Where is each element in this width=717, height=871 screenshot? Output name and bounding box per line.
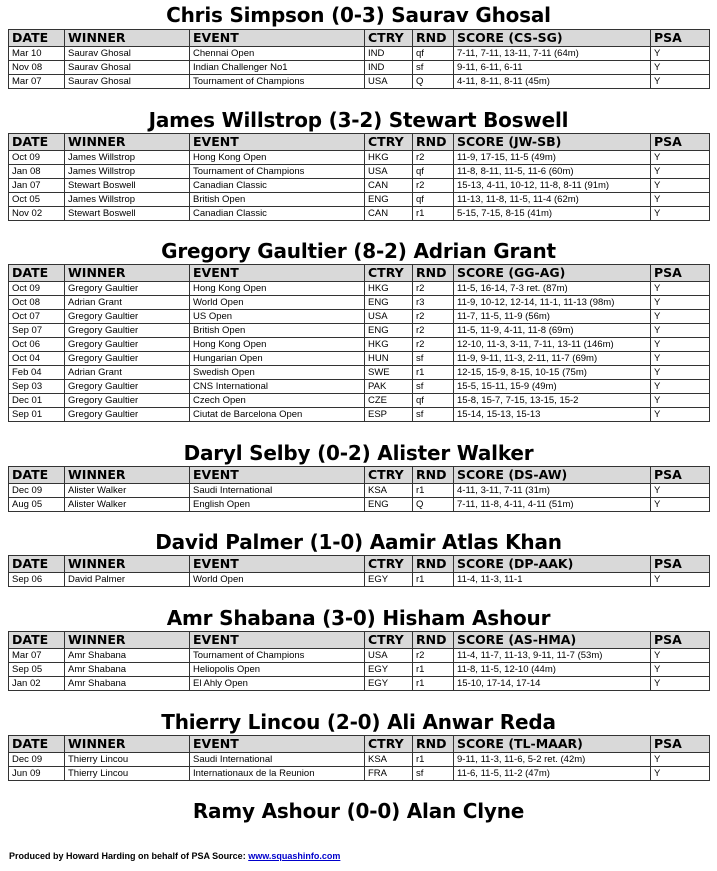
table-row — [9, 753, 710, 767]
cell-rnd: r2 — [413, 310, 454, 324]
cell-rnd: qf — [413, 165, 454, 179]
cell-score: 11-9, 10-12, 12-14, 11-1, 11-13 (98m) — [454, 296, 651, 310]
cell-winner: James Willstrop — [65, 151, 190, 165]
cell-ctry: USA — [365, 649, 413, 663]
cell-ctry: HKG — [365, 151, 413, 165]
cell-psa: Y — [651, 767, 710, 781]
column-header-winner: WINNER — [65, 265, 190, 282]
cell-ctry: KSA — [365, 484, 413, 498]
cell-ctry: USA — [365, 75, 413, 89]
cell-score: 4-11, 8-11, 8-11 (45m) — [454, 75, 651, 89]
table-row — [9, 324, 710, 338]
cell-winner: Stewart Boswell — [65, 207, 190, 221]
cell-winner: Adrian Grant — [65, 366, 190, 380]
cell-date: Dec 09 — [9, 484, 65, 498]
column-header-winner: WINNER — [65, 556, 190, 573]
cell-date: Sep 05 — [9, 663, 65, 677]
cell-score: 7-11, 7-11, 13-11, 7-11 (64m) — [454, 47, 651, 61]
cell-psa: Y — [651, 61, 710, 75]
cell-rnd: qf — [413, 193, 454, 207]
matchup-table — [8, 264, 710, 422]
cell-rnd: sf — [413, 767, 454, 781]
cell-rnd: r2 — [413, 282, 454, 296]
column-header-date: DATE — [9, 736, 65, 753]
header-row — [9, 265, 710, 282]
cell-date: Jan 02 — [9, 677, 65, 691]
cell-ctry: SWE — [365, 366, 413, 380]
cell-rnd: r1 — [413, 677, 454, 691]
column-header-winner: WINNER — [65, 134, 190, 151]
column-header-ctry: CTRY — [365, 30, 413, 47]
cell-score: 15-5, 15-11, 15-9 (49m) — [454, 380, 651, 394]
cell-psa: Y — [651, 296, 710, 310]
column-header-score: SCORE (DS-AW) — [454, 467, 651, 484]
column-header-ctry: CTRY — [365, 632, 413, 649]
cell-psa: Y — [651, 338, 710, 352]
column-header-rnd: RND — [413, 30, 454, 47]
cell-rnd: sf — [413, 352, 454, 366]
column-header-winner: WINNER — [65, 736, 190, 753]
cell-psa: Y — [651, 753, 710, 767]
column-header-score: SCORE (JW-SB) — [454, 134, 651, 151]
column-header-event: EVENT — [190, 736, 365, 753]
matchup-title: Chris Simpson (0-3) Saurav Ghosal — [166, 3, 551, 27]
column-header-date: DATE — [9, 556, 65, 573]
matchup-table — [8, 29, 710, 89]
column-header-rnd: RND — [413, 736, 454, 753]
cell-rnd: r1 — [413, 207, 454, 221]
cell-psa: Y — [651, 677, 710, 691]
column-header-score: SCORE (CS-SG) — [454, 30, 651, 47]
cell-rnd: r2 — [413, 338, 454, 352]
cell-date: Sep 01 — [9, 408, 65, 422]
cell-event: Internationaux de la Reunion — [190, 767, 365, 781]
cell-ctry: ENG — [365, 324, 413, 338]
table-row — [9, 151, 710, 165]
cell-ctry: FRA — [365, 767, 413, 781]
cell-score: 11-13, 11-8, 11-5, 11-4 (62m) — [454, 193, 651, 207]
cell-psa: Y — [651, 151, 710, 165]
cell-psa: Y — [651, 165, 710, 179]
cell-event: Saudi International — [190, 484, 365, 498]
table-row — [9, 663, 710, 677]
cell-winner: Gregory Gaultier — [65, 282, 190, 296]
column-header-event: EVENT — [190, 632, 365, 649]
cell-event: Czech Open — [190, 394, 365, 408]
cell-score: 11-4, 11-7, 11-13, 9-11, 11-7 (53m) — [454, 649, 651, 663]
cell-date: Nov 02 — [9, 207, 65, 221]
cell-event: Swedish Open — [190, 366, 365, 380]
cell-date: Sep 06 — [9, 573, 65, 587]
cell-psa: Y — [651, 352, 710, 366]
cell-event: Tournament of Champions — [190, 165, 365, 179]
column-header-winner: WINNER — [65, 30, 190, 47]
column-header-score: SCORE (GG-AG) — [454, 265, 651, 282]
matchup-table — [8, 735, 710, 781]
cell-ctry: IND — [365, 47, 413, 61]
cell-ctry: CAN — [365, 207, 413, 221]
column-header-psa: PSA — [651, 632, 710, 649]
cell-score: 5-15, 7-15, 8-15 (41m) — [454, 207, 651, 221]
header-row — [9, 556, 710, 573]
cell-event: World Open — [190, 296, 365, 310]
cell-event: Hong Kong Open — [190, 338, 365, 352]
column-header-event: EVENT — [190, 30, 365, 47]
table-row — [9, 179, 710, 193]
cell-score: 11-6, 11-5, 11-2 (47m) — [454, 767, 651, 781]
cell-date: Mar 10 — [9, 47, 65, 61]
matchup-table — [8, 631, 710, 691]
cell-event: British Open — [190, 193, 365, 207]
cell-winner: Saurav Ghosal — [65, 75, 190, 89]
cell-ctry: ENG — [365, 498, 413, 512]
column-header-date: DATE — [9, 134, 65, 151]
cell-date: Jan 07 — [9, 179, 65, 193]
cell-score: 15-14, 15-13, 15-13 — [454, 408, 651, 422]
source-link[interactable]: www.squashinfo.com — [248, 851, 341, 861]
cell-event: Hong Kong Open — [190, 282, 365, 296]
column-header-ctry: CTRY — [365, 556, 413, 573]
matchup-title: James Willstrop (3-2) Stewart Boswell — [148, 108, 569, 132]
cell-event: Canadian Classic — [190, 179, 365, 193]
header-row — [9, 30, 710, 47]
cell-winner: Alister Walker — [65, 498, 190, 512]
cell-score: 15-8, 15-7, 7-15, 13-15, 15-2 — [454, 394, 651, 408]
cell-event: Heliopolis Open — [190, 663, 365, 677]
cell-rnd: r1 — [413, 484, 454, 498]
cell-psa: Y — [651, 179, 710, 193]
column-header-rnd: RND — [413, 134, 454, 151]
column-header-rnd: RND — [413, 556, 454, 573]
cell-rnd: r2 — [413, 179, 454, 193]
cell-psa: Y — [651, 310, 710, 324]
column-header-rnd: RND — [413, 467, 454, 484]
column-header-score: SCORE (DP-AAK) — [454, 556, 651, 573]
cell-rnd: Q — [413, 498, 454, 512]
cell-ctry: HKG — [365, 282, 413, 296]
cell-score: 11-8, 11-5, 12-10 (44m) — [454, 663, 651, 677]
cell-date: Oct 07 — [9, 310, 65, 324]
cell-date: Oct 06 — [9, 338, 65, 352]
cell-date: Nov 08 — [9, 61, 65, 75]
column-header-event: EVENT — [190, 134, 365, 151]
cell-event: British Open — [190, 324, 365, 338]
column-header-ctry: CTRY — [365, 265, 413, 282]
cell-score: 4-11, 3-11, 7-11 (31m) — [454, 484, 651, 498]
cell-winner: Gregory Gaultier — [65, 380, 190, 394]
cell-event: Chennai Open — [190, 47, 365, 61]
cell-psa: Y — [651, 498, 710, 512]
cell-rnd: r1 — [413, 366, 454, 380]
table-row — [9, 47, 710, 61]
cell-psa: Y — [651, 75, 710, 89]
cell-psa: Y — [651, 663, 710, 677]
cell-date: Jan 08 — [9, 165, 65, 179]
cell-event: El Ahly Open — [190, 677, 365, 691]
table-row — [9, 165, 710, 179]
cell-score: 15-10, 17-14, 17-14 — [454, 677, 651, 691]
matchup-title: David Palmer (1-0) Aamir Atlas Khan — [155, 530, 562, 554]
matchup-title: Amr Shabana (3-0) Hisham Ashour — [166, 606, 551, 630]
cell-psa: Y — [651, 573, 710, 587]
column-header-date: DATE — [9, 30, 65, 47]
cell-psa: Y — [651, 380, 710, 394]
table-row — [9, 573, 710, 587]
cell-event: World Open — [190, 573, 365, 587]
cell-winner: Gregory Gaultier — [65, 324, 190, 338]
table-row — [9, 380, 710, 394]
table-row — [9, 394, 710, 408]
cell-event: Hungarian Open — [190, 352, 365, 366]
matchup-title: Daryl Selby (0-2) Alister Walker — [183, 441, 534, 465]
matchup-title: Thierry Lincou (2-0) Ali Anwar Reda — [161, 710, 556, 734]
footer-text: Produced by Howard Harding on behalf of PSA Source: — [9, 851, 249, 861]
cell-date: Oct 04 — [9, 352, 65, 366]
cell-ctry: HKG — [365, 338, 413, 352]
cell-ctry: EGY — [365, 677, 413, 691]
cell-winner: James Willstrop — [65, 193, 190, 207]
cell-rnd: qf — [413, 47, 454, 61]
cell-event: Tournament of Champions — [190, 649, 365, 663]
cell-psa: Y — [651, 324, 710, 338]
cell-winner: Gregory Gaultier — [65, 338, 190, 352]
cell-winner: Gregory Gaultier — [65, 394, 190, 408]
column-header-ctry: CTRY — [365, 467, 413, 484]
cell-score: 7-11, 11-8, 4-11, 4-11 (51m) — [454, 498, 651, 512]
cell-ctry: IND — [365, 61, 413, 75]
cell-psa: Y — [651, 408, 710, 422]
column-header-psa: PSA — [651, 467, 710, 484]
cell-event: CNS International — [190, 380, 365, 394]
column-header-ctry: CTRY — [365, 736, 413, 753]
footer-credit — [9, 851, 340, 861]
table-row — [9, 767, 710, 781]
cell-ctry: ENG — [365, 193, 413, 207]
table-row — [9, 338, 710, 352]
cell-winner: Stewart Boswell — [65, 179, 190, 193]
table-row — [9, 296, 710, 310]
cell-date: Aug 05 — [9, 498, 65, 512]
column-header-rnd: RND — [413, 265, 454, 282]
column-header-date: DATE — [9, 265, 65, 282]
cell-ctry: USA — [365, 165, 413, 179]
column-header-event: EVENT — [190, 556, 365, 573]
header-row — [9, 736, 710, 753]
column-header-date: DATE — [9, 632, 65, 649]
header-row — [9, 467, 710, 484]
column-header-winner: WINNER — [65, 632, 190, 649]
table-row — [9, 498, 710, 512]
column-header-ctry: CTRY — [365, 134, 413, 151]
cell-date: Mar 07 — [9, 649, 65, 663]
cell-winner: David Palmer — [65, 573, 190, 587]
cell-winner: Amr Shabana — [65, 663, 190, 677]
cell-ctry: ENG — [365, 296, 413, 310]
cell-date: Jun 09 — [9, 767, 65, 781]
cell-rnd: sf — [413, 380, 454, 394]
cell-rnd: r2 — [413, 151, 454, 165]
cell-date: Oct 09 — [9, 282, 65, 296]
matchup-table — [8, 466, 710, 512]
column-header-event: EVENT — [190, 265, 365, 282]
cell-score: 11-5, 11-9, 4-11, 11-8 (69m) — [454, 324, 651, 338]
column-header-date: DATE — [9, 467, 65, 484]
matchup-table — [8, 555, 710, 587]
cell-ctry: EGY — [365, 663, 413, 677]
table-row — [9, 649, 710, 663]
cell-psa: Y — [651, 366, 710, 380]
cell-date: Oct 05 — [9, 193, 65, 207]
table-row — [9, 193, 710, 207]
column-header-psa: PSA — [651, 265, 710, 282]
column-header-score: SCORE (AS-HMA) — [454, 632, 651, 649]
table-row — [9, 61, 710, 75]
table-row — [9, 207, 710, 221]
cell-event: Saudi International — [190, 753, 365, 767]
matchup-title: Gregory Gaultier (8-2) Adrian Grant — [161, 239, 556, 263]
cell-winner: Saurav Ghosal — [65, 61, 190, 75]
cell-psa: Y — [651, 193, 710, 207]
cell-date: Oct 08 — [9, 296, 65, 310]
cell-winner: Saurav Ghosal — [65, 47, 190, 61]
cell-date: Dec 01 — [9, 394, 65, 408]
cell-ctry: USA — [365, 310, 413, 324]
cell-winner: James Willstrop — [65, 165, 190, 179]
cell-event: Ciutat de Barcelona Open — [190, 408, 365, 422]
table-row — [9, 366, 710, 380]
cell-score: 15-13, 4-11, 10-12, 11-8, 8-11 (91m) — [454, 179, 651, 193]
cell-score: 11-8, 8-11, 11-5, 11-6 (60m) — [454, 165, 651, 179]
cell-psa: Y — [651, 484, 710, 498]
cell-rnd: sf — [413, 408, 454, 422]
cell-score: 11-7, 11-5, 11-9 (56m) — [454, 310, 651, 324]
cell-winner: Gregory Gaultier — [65, 310, 190, 324]
cell-score: 12-10, 11-3, 3-11, 7-11, 13-11 (146m) — [454, 338, 651, 352]
table-row — [9, 408, 710, 422]
cell-winner: Amr Shabana — [65, 677, 190, 691]
column-header-winner: WINNER — [65, 467, 190, 484]
cell-rnd: r1 — [413, 753, 454, 767]
table-row — [9, 75, 710, 89]
table-row — [9, 282, 710, 296]
cell-rnd: r1 — [413, 663, 454, 677]
cell-date: Dec 09 — [9, 753, 65, 767]
matchup-title: Ramy Ashour (0-0) Alan Clyne — [192, 799, 525, 823]
column-header-psa: PSA — [651, 556, 710, 573]
cell-winner: Gregory Gaultier — [65, 408, 190, 422]
cell-winner: Thierry Lincou — [65, 767, 190, 781]
cell-rnd: sf — [413, 61, 454, 75]
cell-event: Hong Kong Open — [190, 151, 365, 165]
cell-event: US Open — [190, 310, 365, 324]
cell-rnd: r2 — [413, 649, 454, 663]
cell-winner: Alister Walker — [65, 484, 190, 498]
cell-score: 9-11, 6-11, 6-11 — [454, 61, 651, 75]
cell-ctry: CAN — [365, 179, 413, 193]
cell-psa: Y — [651, 47, 710, 61]
table-row — [9, 484, 710, 498]
cell-ctry: ESP — [365, 408, 413, 422]
cell-event: Indian Challenger No1 — [190, 61, 365, 75]
column-header-rnd: RND — [413, 632, 454, 649]
cell-winner: Amr Shabana — [65, 649, 190, 663]
cell-ctry: EGY — [365, 573, 413, 587]
matchup-table — [8, 133, 710, 221]
cell-rnd: r3 — [413, 296, 454, 310]
header-row — [9, 632, 710, 649]
cell-rnd: r2 — [413, 324, 454, 338]
cell-winner: Adrian Grant — [65, 296, 190, 310]
cell-event: Canadian Classic — [190, 207, 365, 221]
cell-date: Mar 07 — [9, 75, 65, 89]
table-row — [9, 677, 710, 691]
cell-rnd: qf — [413, 394, 454, 408]
column-header-psa: PSA — [651, 736, 710, 753]
column-header-psa: PSA — [651, 134, 710, 151]
cell-date: Oct 09 — [9, 151, 65, 165]
cell-score: 12-15, 15-9, 8-15, 10-15 (75m) — [454, 366, 651, 380]
cell-score: 11-9, 17-15, 11-5 (49m) — [454, 151, 651, 165]
cell-rnd: r1 — [413, 573, 454, 587]
cell-score: 11-9, 9-11, 11-3, 2-11, 11-7 (69m) — [454, 352, 651, 366]
column-header-score: SCORE (TL-MAAR) — [454, 736, 651, 753]
cell-date: Sep 03 — [9, 380, 65, 394]
cell-psa: Y — [651, 207, 710, 221]
cell-psa: Y — [651, 394, 710, 408]
cell-score: 11-5, 16-14, 7-3 ret. (87m) — [454, 282, 651, 296]
cell-score: 11-4, 11-3, 11-1 — [454, 573, 651, 587]
cell-event: English Open — [190, 498, 365, 512]
header-row — [9, 134, 710, 151]
cell-date: Sep 07 — [9, 324, 65, 338]
column-header-event: EVENT — [190, 467, 365, 484]
table-row — [9, 352, 710, 366]
cell-ctry: HUN — [365, 352, 413, 366]
cell-ctry: KSA — [365, 753, 413, 767]
column-header-psa: PSA — [651, 30, 710, 47]
cell-winner: Thierry Lincou — [65, 753, 190, 767]
cell-ctry: CZE — [365, 394, 413, 408]
cell-event: Tournament of Champions — [190, 75, 365, 89]
cell-psa: Y — [651, 282, 710, 296]
cell-score: 9-11, 11-3, 11-6, 5-2 ret. (42m) — [454, 753, 651, 767]
cell-rnd: Q — [413, 75, 454, 89]
cell-ctry: PAK — [365, 380, 413, 394]
cell-winner: Gregory Gaultier — [65, 352, 190, 366]
table-row — [9, 310, 710, 324]
cell-psa: Y — [651, 649, 710, 663]
cell-date: Feb 04 — [9, 366, 65, 380]
